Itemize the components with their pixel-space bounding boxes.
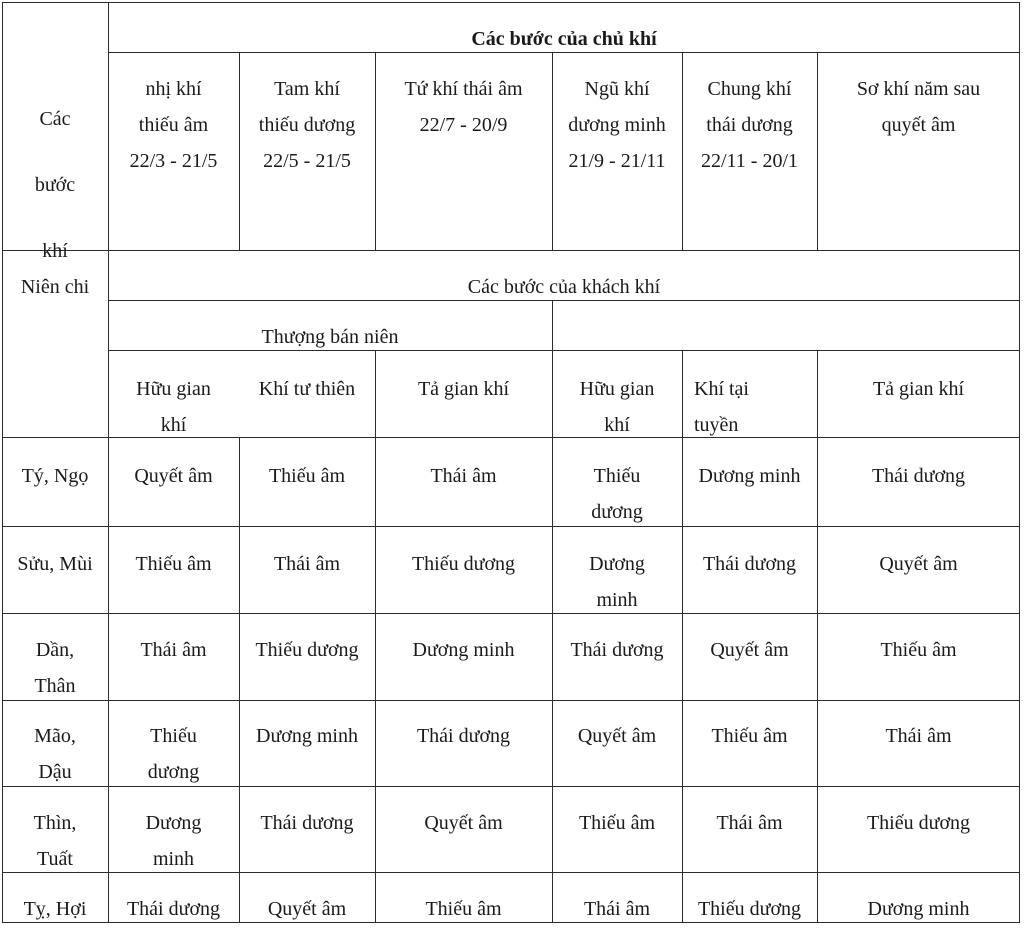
sub-header-line: khí <box>160 414 187 436</box>
row-label <box>2 546 108 582</box>
step-header-line: quyết âm <box>881 114 956 136</box>
khach-khi-title: Các bước của khách khí <box>467 276 661 298</box>
table-cell <box>108 458 239 494</box>
table-cell <box>552 805 682 841</box>
step-header <box>375 71 552 143</box>
sub-header <box>108 371 239 443</box>
step-header-line: Tứ khí thái âm <box>404 78 523 100</box>
sub-header-line: Khí tại <box>694 378 749 400</box>
sub-header-line: Khí tư thiên <box>258 378 356 400</box>
row-label <box>2 632 108 704</box>
table-cell-line: Dương minh <box>256 725 358 747</box>
step-header-line: 22/7 - 20/9 <box>419 114 508 136</box>
step-header-line: thiếu dương <box>258 114 356 136</box>
table-cell-line: Thiếu dương <box>255 639 359 661</box>
step-header <box>682 71 817 179</box>
row-label-line: Dần, <box>35 639 75 661</box>
row-label <box>2 805 108 877</box>
step-header-line: Ngũ khí <box>584 78 650 100</box>
sub-header <box>694 371 817 443</box>
step-header-line: dương minh <box>568 114 666 136</box>
table-cell-line: Thái âm <box>885 725 952 747</box>
table-cell-line: Quyết âm <box>879 553 958 575</box>
row-label-line: Thìn, <box>33 812 77 834</box>
table-cell-line: Dương minh <box>867 898 970 920</box>
table-cell <box>817 891 1020 927</box>
step-header-line: Sơ khí năm sau <box>856 78 981 100</box>
row-label-line: Thân <box>34 675 76 697</box>
table-cell <box>239 891 375 927</box>
table-cell <box>817 546 1020 582</box>
step-header <box>108 71 239 179</box>
table-cell-line: Thái dương <box>702 553 797 575</box>
table-cell <box>375 546 552 582</box>
row-label <box>2 718 108 790</box>
row-label-line: Tuất <box>37 848 73 870</box>
table-cell-line: Thái dương <box>126 898 221 920</box>
table-cell <box>375 805 552 841</box>
table-cell-line: Thiếu <box>593 465 641 487</box>
table-cell <box>375 891 552 927</box>
table-cell <box>817 718 1020 754</box>
table-cell-line: Thái âm <box>140 639 207 661</box>
table-cell-line: dương <box>591 501 643 523</box>
row-label-line: Dậu <box>38 761 72 783</box>
table-cell <box>108 891 239 927</box>
table-cell <box>552 718 682 754</box>
table-cell <box>682 458 817 494</box>
table-cell-line: Dương <box>145 812 202 834</box>
table-cell <box>108 805 239 877</box>
table-cell-line: Quyết âm <box>424 812 503 834</box>
table-cell-line: minh <box>596 589 638 611</box>
sub-header-line: Hữu gian <box>136 378 211 400</box>
table-cell <box>375 718 552 754</box>
table-cell-line: Thái dương <box>260 812 354 834</box>
table-cell-line: Thiếu dương <box>411 553 516 575</box>
table-cell <box>682 891 817 927</box>
step-header <box>817 71 1020 143</box>
table-cell-line: Thái dương <box>416 725 511 747</box>
table-cell <box>239 546 375 582</box>
table-cell <box>817 805 1020 841</box>
table-cell-line: Quyết âm <box>134 465 213 487</box>
table-cell-line: Dương <box>589 553 645 575</box>
row-label-header-line: bước <box>34 174 76 196</box>
step-header-line: thái dương <box>706 114 793 136</box>
table-cell-line: Thiếu âm <box>578 812 656 834</box>
table-cell-line: dương <box>147 761 200 783</box>
table-cell-line: Thiếu âm <box>425 898 502 920</box>
table-cell-line: Thái âm <box>583 898 651 920</box>
row-label <box>2 458 108 494</box>
table-cell-line: Thái âm <box>430 465 497 487</box>
step-header-line: 22/3 - 21/5 <box>129 150 218 172</box>
row-label <box>2 891 108 927</box>
sub-header <box>375 371 552 407</box>
table-cell <box>375 458 552 494</box>
table-cell-line: Thiếu âm <box>880 639 957 661</box>
table-cell <box>239 632 375 668</box>
table-cell-line: Thái âm <box>716 812 783 834</box>
step-header <box>552 71 682 179</box>
table-cell <box>682 805 817 841</box>
sub-header <box>239 371 375 407</box>
sub-header <box>552 371 682 443</box>
table-cell <box>552 458 682 530</box>
table-cell-line: Dương minh <box>412 639 515 661</box>
table-cell-line: Thiếu <box>150 725 197 747</box>
step-header-line: 22/11 - 20/1 <box>700 150 799 172</box>
table-cell <box>239 805 375 841</box>
table-cell <box>817 632 1020 668</box>
step-header-line: Tam khí <box>274 78 340 100</box>
step-header-line: nhị khí <box>145 78 202 100</box>
row-label-line: Tý, Ngọ <box>21 465 89 487</box>
nien-chi-label: Niên chi <box>20 276 90 298</box>
table-cell <box>552 891 682 927</box>
table-cell <box>552 546 682 618</box>
thuong-ban-nien-label: Thượng bán niên <box>261 326 399 348</box>
row-label-header-line: khí <box>42 240 68 262</box>
table-cell-line: Thái dương <box>570 639 664 661</box>
table-cell-line: Thiếu âm <box>135 553 212 575</box>
row-label-header-line: Các <box>39 108 71 130</box>
table-cell <box>239 718 375 754</box>
table-cell-line: Dương minh <box>698 465 801 487</box>
table-cell-line: Thiếu âm <box>711 725 788 747</box>
table-cell <box>552 632 682 668</box>
table-cell <box>108 546 239 582</box>
sub-header-line: khí <box>604 414 630 436</box>
sub-header-line: Tả gian khí <box>417 378 510 400</box>
table-cell-line: Quyết âm <box>577 725 657 747</box>
table-cell <box>375 632 552 668</box>
table-cell <box>108 718 239 790</box>
step-header-line: 22/5 - 21/5 <box>263 150 351 172</box>
table-cell-line: Thái dương <box>871 465 966 487</box>
step-header-line: 21/9 - 21/11 <box>568 150 666 172</box>
step-header-line: thiếu âm <box>138 114 209 136</box>
table-cell <box>682 632 817 668</box>
sub-header-line: tuyền <box>694 414 739 436</box>
step-header <box>239 71 375 179</box>
table-cell-line: Thiếu dương <box>697 898 802 920</box>
table-cell-line: Thiếu dương <box>866 812 971 834</box>
table-cell <box>682 546 817 582</box>
table-cell-line: Quyết âm <box>710 639 789 661</box>
sub-header <box>817 371 1020 407</box>
table-cell-line: Quyết âm <box>267 898 347 920</box>
step-header-line: Chung khí <box>707 78 792 100</box>
table-cell-line: minh <box>152 848 195 870</box>
chu-khi-title: Các bước của chủ khí <box>471 28 657 50</box>
table-cell <box>108 632 239 668</box>
row-label-line: Tỵ, Hợi <box>23 898 87 920</box>
table-cell <box>239 458 375 494</box>
table-cell <box>817 458 1020 494</box>
table-cell-line: Thái âm <box>273 553 341 575</box>
table-cell <box>682 718 817 754</box>
row-label-header <box>2 86 108 284</box>
row-label-line: Sửu, Mùi <box>17 553 93 575</box>
table-cell-line: Thiếu âm <box>268 465 346 487</box>
sub-header-line: Tả gian khí <box>872 378 965 400</box>
row-label-line: Mão, <box>34 725 76 747</box>
sub-header-line: Hữu gian <box>579 378 655 400</box>
